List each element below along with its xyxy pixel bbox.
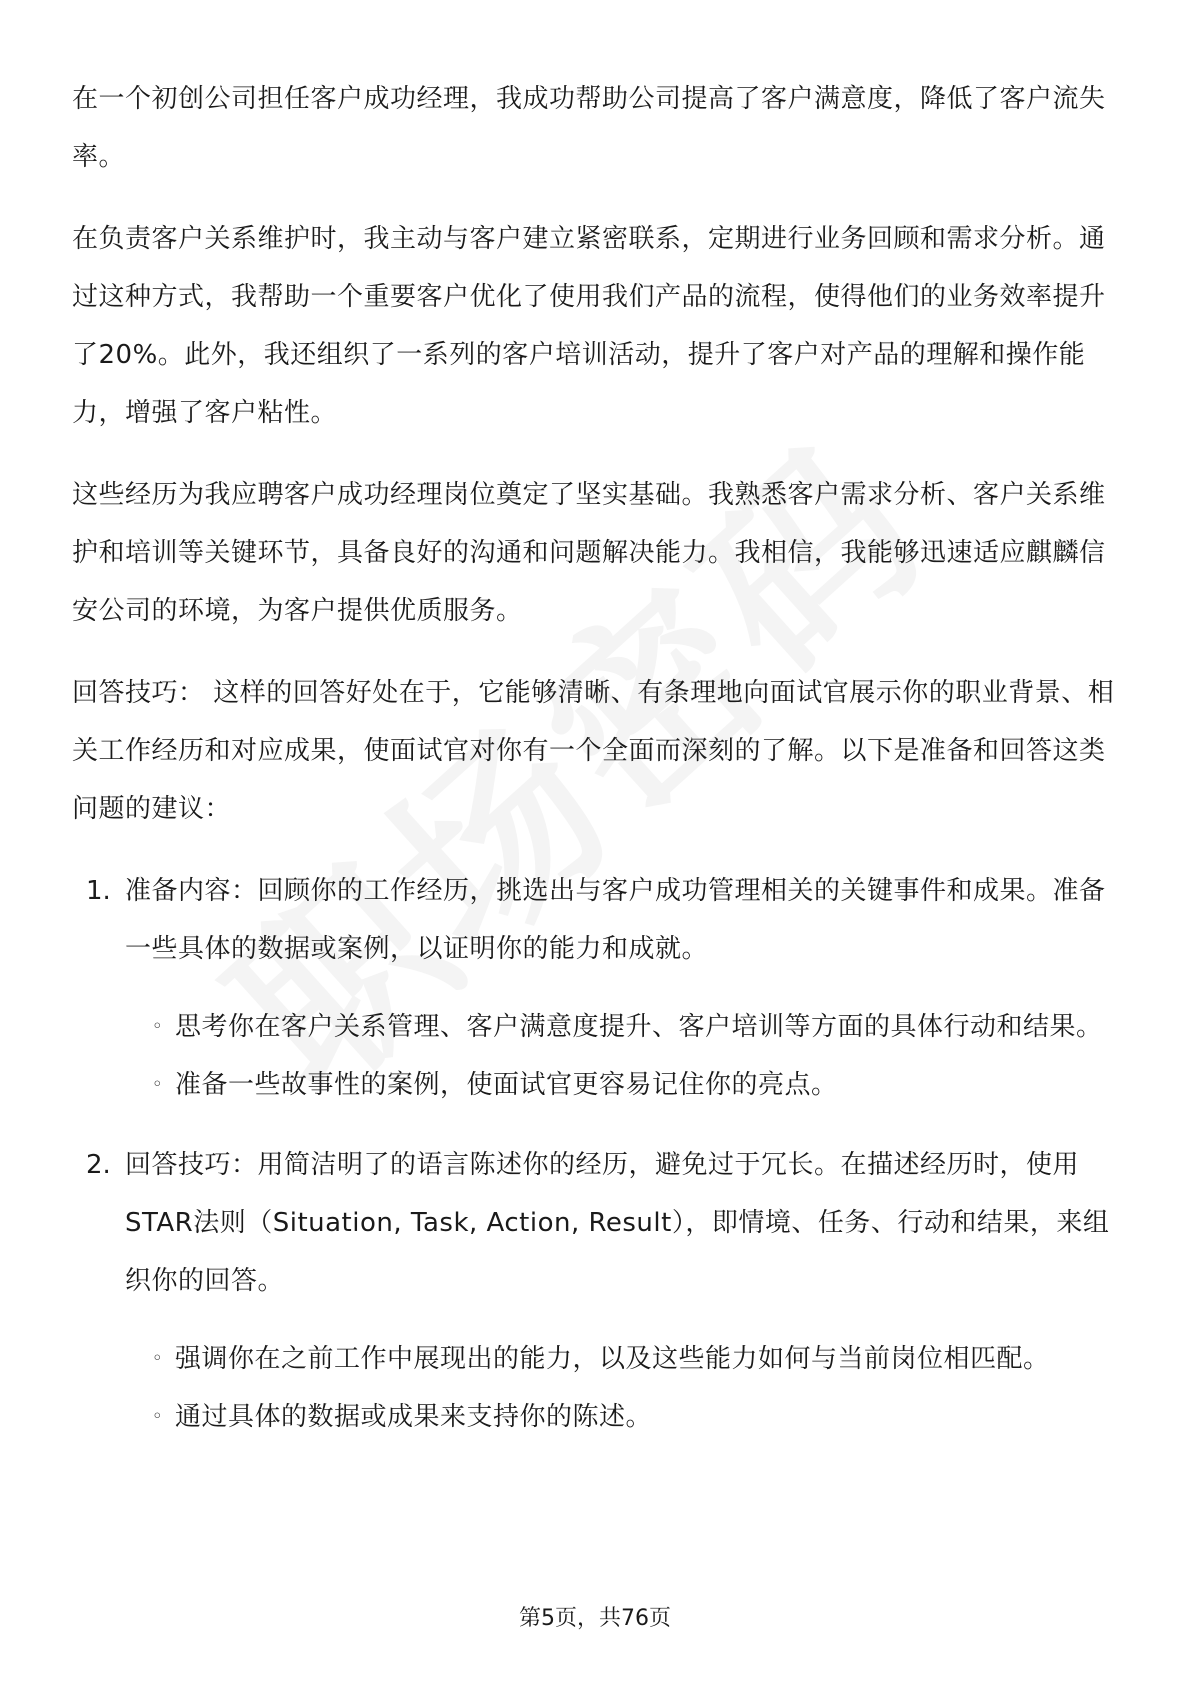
paragraph-answer-tips: 回答技巧： 这样的回答好处在于，它能够清晰、有条理地向面试官展示你的职业背景、相关工作经历和对应成果，使面试官对你有一个全面而深刻的了解。以下是准备和回答这类问题的建议： xyxy=(72,678,1115,824)
bullet-icon: ◦ xyxy=(152,1074,164,1095)
bullet-icon: ◦ xyxy=(152,1016,164,1037)
paragraph-experience: 在负责客户关系维护时，我主动与客户建立紧密联系，定期进行业务回顾和需求分析。通过这种方式，我帮助一个重要客户优化了使用我们产品的流程，使得他们的业务效率提升了20%。此外，我还组织了一系列的客户培训活动，提升了客户对产品的理解和操作能力，增强了客户粘性。 xyxy=(72,224,1106,428)
advice-list xyxy=(72,862,1122,1446)
sub-item-text: 准备一些故事性的案例，使面试官更容易记住你的亮点。 xyxy=(175,1070,838,1100)
sub-item-text: 强调你在之前工作中展现出的能力，以及这些能力如何与当前岗位相匹配。 xyxy=(175,1344,1050,1374)
sub-item xyxy=(125,1388,1122,1446)
paragraph-foundation: 这些经历为我应聘客户成功经理岗位奠定了坚实基础。我熟悉客户需求分析、客户关系维护和培训等关键环节，具备良好的沟通和问题解决能力。我相信，我能够迅速适应麒麟信安公司的环境，为客户提供优质服务。 xyxy=(72,480,1106,626)
sub-item xyxy=(125,1330,1122,1388)
sub-item-text: 通过具体的数据或成果来支持你的陈述。 xyxy=(175,1402,653,1432)
page-footer xyxy=(0,1604,1190,1634)
paragraph-intro: 在一个初创公司担任客户成功经理，我成功帮助公司提高了客户满意度，降低了客户流失率。 xyxy=(72,84,1106,172)
sub-list xyxy=(125,1330,1122,1446)
advice-number: 1. xyxy=(86,876,111,906)
sub-list xyxy=(125,998,1122,1114)
sub-item-text: 思考你在客户关系管理、客户满意度提升、客户培训等方面的具体行动和结果。 xyxy=(175,1012,1103,1042)
bullet-icon: ◦ xyxy=(152,1348,164,1369)
sub-item xyxy=(125,998,1122,1056)
advice-item-1 xyxy=(72,862,1122,1114)
document-body xyxy=(72,70,1122,1468)
advice-item-2 xyxy=(72,1136,1122,1446)
bullet-icon: ◦ xyxy=(152,1406,164,1427)
sub-item xyxy=(125,1056,1122,1114)
page-number: 第5页，共76页 xyxy=(519,1606,671,1631)
advice-text: 回答技巧：用简洁明了的语言陈述你的经历，避免过于冗长。在描述经历时，使用STAR法则（Situation, Task, Action, Result），即情境、任务、行动和结果，来组织你的回答。 xyxy=(125,1150,1110,1296)
advice-text: 准备内容：回顾你的工作经历，挑选出与客户成功管理相关的关键事件和成果。准备一些具体的数据或案例，以证明你的能力和成就。 xyxy=(125,876,1106,964)
advice-number: 2. xyxy=(86,1150,111,1180)
